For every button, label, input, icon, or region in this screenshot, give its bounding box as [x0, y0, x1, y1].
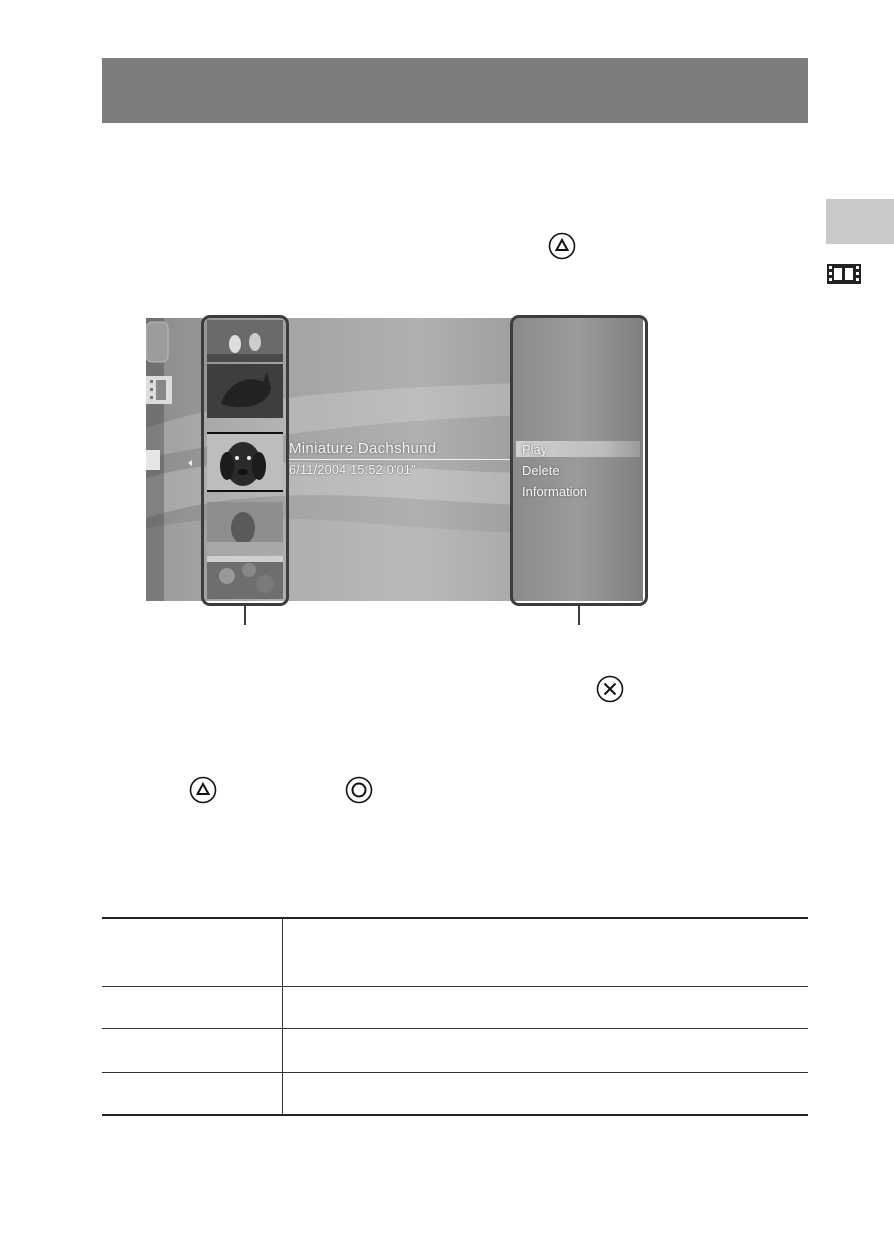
thumbnail-column-callout	[201, 315, 289, 606]
film-strip-icon	[826, 262, 862, 286]
video-date: 6/11/2004 15:52 0'01"	[289, 463, 416, 477]
triangle-button-icon	[189, 776, 217, 804]
chapter-side-tab	[826, 199, 894, 244]
table-row	[102, 1028, 808, 1072]
menu-item-play[interactable]: Play	[522, 442, 548, 457]
section-header-bar	[102, 58, 808, 123]
cross-button-icon	[596, 675, 624, 703]
title-underline	[289, 459, 515, 460]
table-row	[102, 1072, 808, 1115]
table-cell-item	[102, 1028, 283, 1072]
options-menu-callout	[510, 315, 648, 606]
table-cell-description	[283, 1072, 809, 1115]
menu-item-delete[interactable]: Delete	[522, 463, 560, 478]
triangle-button-icon	[548, 232, 576, 260]
table-cell-description	[283, 986, 809, 1028]
table-row	[102, 918, 808, 986]
circle-button-icon	[345, 776, 373, 804]
table-cell-item	[102, 918, 283, 986]
options-table	[102, 917, 808, 1116]
video-title: Miniature Dachshund	[289, 440, 437, 457]
table-cell-description	[283, 918, 809, 986]
video-category-icon	[146, 376, 172, 404]
table-cell-description	[283, 1028, 809, 1072]
table-cell-item	[102, 1072, 283, 1115]
callout-leader-line	[578, 606, 580, 625]
table-cell-item	[102, 986, 283, 1028]
menu-item-information[interactable]: Information	[522, 484, 588, 499]
callout-leader-line	[244, 606, 246, 625]
table-row	[102, 986, 808, 1028]
